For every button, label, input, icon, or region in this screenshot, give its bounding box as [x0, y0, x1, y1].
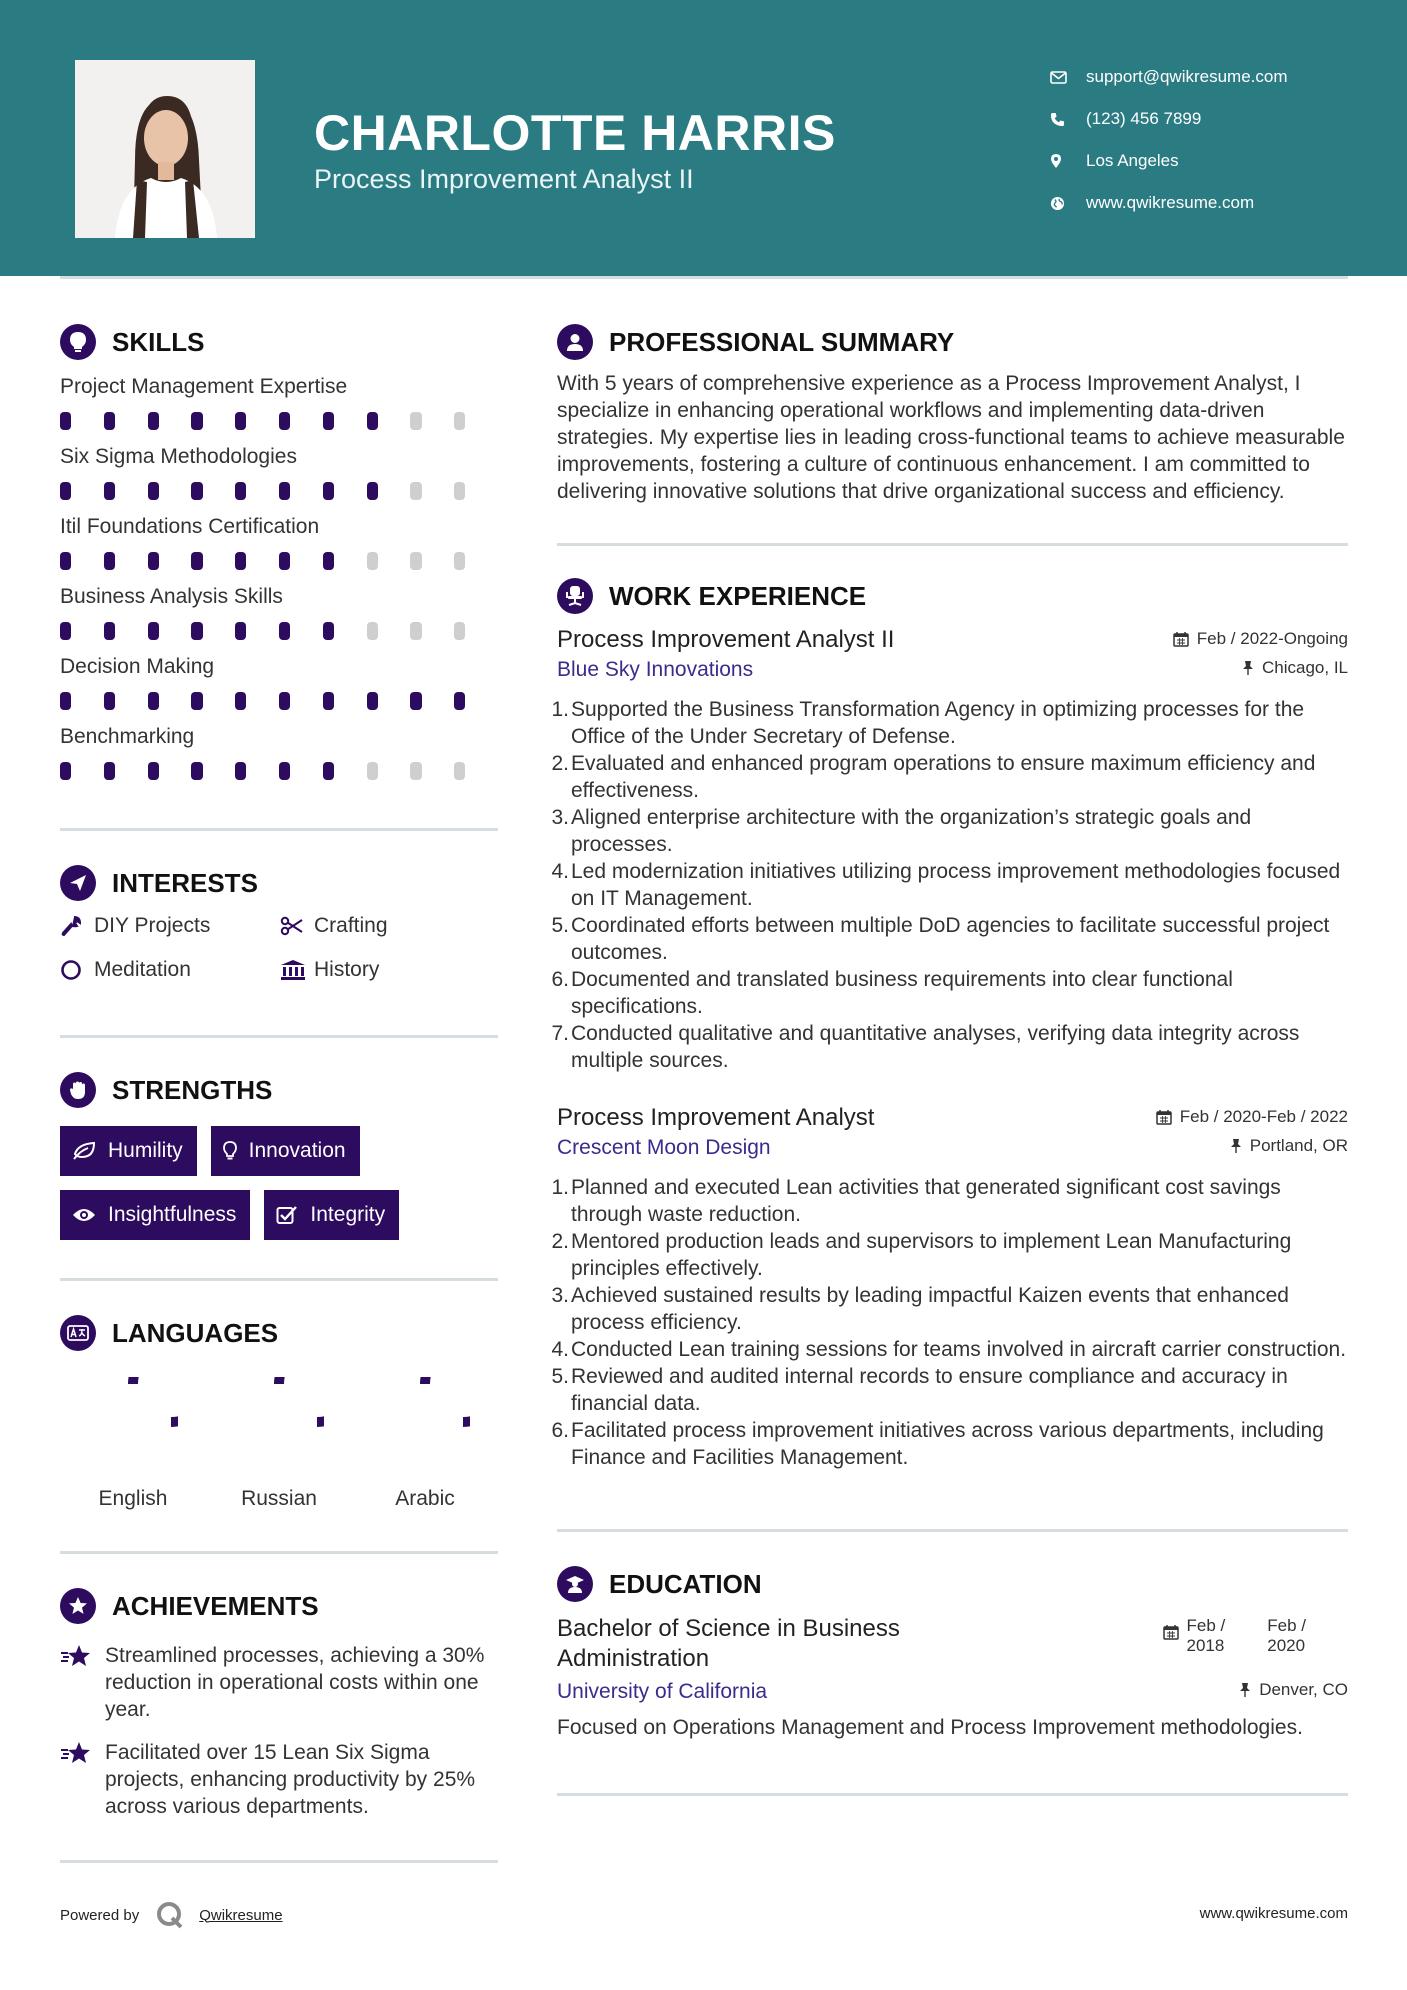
rating-dot-empty — [367, 552, 378, 570]
list-text: Coordinated efforts between multiple DoD agencies to facilitate successful project outcomes. — [571, 914, 1330, 964]
list-item — [551, 1020, 1348, 1074]
job-entry — [551, 626, 1348, 1074]
education-start-date — [1187, 1616, 1226, 1656]
list-number: 6. — [551, 968, 569, 991]
list-item — [551, 1228, 1348, 1282]
profile-photo — [75, 60, 255, 238]
language-ring — [88, 1377, 178, 1467]
strength-label: Innovation — [248, 1139, 346, 1162]
leaf-icon — [72, 1141, 96, 1161]
contact-website-text: www.qwikresume.com — [1086, 193, 1255, 212]
job-header-row — [557, 1104, 1348, 1132]
summary-title: PROFESSIONAL SUMMARY — [609, 326, 955, 357]
skill-rating — [60, 412, 498, 434]
list-text: Achieved sustained results by leading impactful Kaizen events that enhanced process efficiency. — [571, 1284, 1289, 1334]
language-item — [352, 1377, 498, 1511]
contact-phone-text: (123) 456 7899 — [1086, 109, 1202, 128]
contact-list — [1050, 56, 1288, 224]
language-icon — [60, 1315, 96, 1351]
rating-dot-empty — [454, 762, 465, 780]
rating-dot-filled — [323, 692, 334, 710]
list-text: Conducted Lean training sessions for teams involved in aircraft carrier construction. — [571, 1338, 1347, 1361]
paper-plane-icon — [60, 865, 96, 901]
section-divider — [557, 1793, 1348, 1796]
user-icon — [557, 324, 593, 360]
skill-item — [60, 652, 498, 714]
rating-dot-filled — [191, 412, 202, 430]
qwikresume-logo-icon — [155, 1900, 185, 1930]
language-level-arc — [133, 1377, 178, 1422]
interest-label: History — [314, 958, 380, 981]
rating-dot-filled — [410, 692, 421, 710]
skill-name: Project Management Expertise — [60, 375, 348, 398]
rating-dot-filled — [148, 762, 159, 780]
graduate-icon — [557, 1566, 593, 1602]
languages-list — [60, 1377, 498, 1511]
rating-dot-empty — [410, 482, 421, 500]
strength-tag — [264, 1190, 399, 1240]
list-item — [551, 1174, 1348, 1228]
rating-dot-empty — [367, 622, 378, 640]
skill-item — [60, 582, 498, 644]
language-name: Russian — [241, 1487, 317, 1510]
job-responsibilities — [551, 1174, 1348, 1471]
rating-dot-filled — [323, 412, 334, 430]
rating-dot-empty — [454, 482, 465, 500]
list-text: Facilitated process improvement initiatives across various departments, including Finance and Facilities Management. — [571, 1419, 1324, 1469]
list-text: Planned and executed Lean activities that generated significant cost savings through waste reduction. — [571, 1176, 1281, 1226]
experience-title: WORK EXPERIENCE — [609, 580, 867, 611]
scissors-icon — [280, 916, 314, 936]
rating-dot-filled — [367, 482, 378, 500]
date-part: 2020 — [1267, 1636, 1306, 1655]
office-chair-icon — [557, 578, 593, 614]
checkbox-icon — [276, 1205, 298, 1225]
section-divider — [60, 1035, 498, 1038]
globe-icon — [1050, 196, 1086, 211]
achievement-text: Facilitated over 15 Lean Six Sigma projects, enhancing productivity by 25% across various departments. — [105, 1741, 476, 1818]
section-divider — [60, 1278, 498, 1281]
company-name: Blue Sky Innovations — [557, 658, 754, 681]
list-number: 1. — [551, 698, 569, 721]
skill-rating — [60, 552, 498, 574]
rating-dot-filled — [104, 412, 115, 430]
list-item — [551, 1417, 1348, 1471]
experience-heading — [557, 574, 1348, 618]
skill-rating — [60, 622, 498, 644]
contact-location — [1050, 140, 1288, 182]
skill-item — [60, 722, 498, 784]
achievements-list — [60, 1642, 498, 1820]
rating-dot-filled — [367, 412, 378, 430]
language-item — [60, 1377, 206, 1511]
rating-dot-filled — [60, 762, 71, 780]
pushpin-icon — [1230, 1138, 1242, 1154]
rating-dot-filled — [235, 692, 246, 710]
job-title: Process Improvement Analyst II — [557, 626, 895, 653]
education-heading — [557, 1562, 1348, 1606]
list-text: Conducted qualitative and quantitative analyses, verifying data integrity across multiple sources. — [571, 1022, 1300, 1072]
rating-dot-filled — [235, 622, 246, 640]
company-name: Crescent Moon Design — [557, 1136, 771, 1159]
envelope-icon — [1050, 71, 1086, 84]
interest-label: Crafting — [314, 914, 388, 937]
list-text: Mentored production leads and supervisors to implement Lean Manufacturing principles effectively. — [571, 1230, 1292, 1280]
skills-list — [60, 372, 498, 784]
rating-dot-filled — [191, 552, 202, 570]
list-number: 2. — [551, 752, 569, 775]
job-company-row — [557, 658, 1348, 682]
job-date — [1156, 1107, 1348, 1127]
list-item — [551, 696, 1348, 750]
education-school-row — [557, 1680, 1348, 1704]
calendar-icon — [1163, 1616, 1179, 1656]
degree-line: Administration — [557, 1645, 710, 1672]
strengths-list — [60, 1126, 498, 1240]
list-text: Led modernization initiatives utilizing process improvement methodologies focused on IT Management. — [571, 860, 1341, 910]
footer-powered-by — [60, 1900, 283, 1930]
list-number: 3. — [551, 806, 569, 829]
rating-dot-filled — [279, 692, 290, 710]
rating-dot-filled — [279, 552, 290, 570]
skill-name: Business Analysis Skills — [60, 585, 283, 608]
education-title: EDUCATION — [609, 1568, 762, 1599]
strength-tag — [60, 1126, 197, 1176]
list-text: Documented and translated business requirements into clear functional specifications. — [571, 968, 1233, 1018]
education-description: Focused on Operations Management and Process Improvement methodologies. — [557, 1716, 1303, 1739]
rating-dot-filled — [148, 552, 159, 570]
rating-dot-filled — [60, 692, 71, 710]
rating-dot-filled — [148, 412, 159, 430]
job-location — [1242, 658, 1348, 678]
list-text: Evaluated and enhanced program operations to ensure maximum efficiency and effectiveness. — [571, 752, 1316, 802]
language-item — [206, 1377, 352, 1511]
education-location-text: Denver, CO — [1259, 1680, 1348, 1699]
section-divider — [60, 1551, 498, 1554]
list-item — [551, 912, 1348, 966]
rating-dot-filled — [235, 412, 246, 430]
rating-dot-filled — [323, 552, 334, 570]
list-item — [551, 966, 1348, 1020]
right-column — [551, 320, 1348, 1796]
rating-dot-filled — [60, 552, 71, 570]
rating-dot-filled — [191, 762, 202, 780]
list-number: 7. — [551, 1022, 569, 1045]
job-responsibilities — [551, 696, 1348, 1074]
job-location-text: Portland, OR — [1249, 1136, 1348, 1155]
rating-dot-filled — [279, 762, 290, 780]
rating-dot-empty — [410, 762, 421, 780]
list-item — [551, 1282, 1348, 1336]
rating-dot-empty — [454, 552, 465, 570]
rating-dot-filled — [104, 622, 115, 640]
rating-dot-empty — [410, 552, 421, 570]
list-item — [551, 750, 1348, 804]
list-number: 1. — [551, 1176, 569, 1199]
education-entry — [557, 1614, 1348, 1741]
skill-name: Six Sigma Methodologies — [60, 445, 297, 468]
job-date-text: Feb / 2022-Ongoing — [1196, 629, 1348, 648]
language-level-arc — [425, 1377, 470, 1422]
skills-heading — [60, 320, 498, 364]
list-item — [551, 1363, 1348, 1417]
language-level-arc — [279, 1377, 324, 1422]
strength-label: Humility — [108, 1139, 183, 1162]
achievements-heading — [60, 1584, 498, 1628]
strength-tag — [211, 1126, 360, 1176]
resume-header — [0, 0, 1407, 276]
school-name: University of California — [557, 1680, 768, 1703]
strength-label: Insightfulness — [108, 1203, 237, 1226]
rating-dot-filled — [104, 692, 115, 710]
list-number: 6. — [551, 1419, 569, 1442]
interest-item — [60, 911, 280, 941]
job-header-row — [557, 626, 1348, 654]
job-date — [1173, 629, 1348, 649]
job-location — [1230, 1136, 1348, 1156]
list-number: 5. — [551, 1365, 569, 1388]
rating-dot-filled — [60, 622, 71, 640]
rating-dot-filled — [279, 482, 290, 500]
languages-heading — [60, 1311, 498, 1355]
rating-dot-filled — [367, 692, 378, 710]
skill-item — [60, 442, 498, 504]
list-text: Supported the Business Transformation Agency in optimizing processes for the Office of the Under Secretary of Defense. — [571, 698, 1305, 748]
calendar-icon — [1173, 631, 1189, 647]
rating-dot-empty — [367, 762, 378, 780]
section-divider — [557, 543, 1348, 546]
rating-dot-filled — [323, 482, 334, 500]
date-part: Feb / — [1186, 1616, 1226, 1635]
interest-item — [280, 911, 480, 941]
lightbulb-icon — [223, 1141, 237, 1161]
rating-dot-filled — [235, 552, 246, 570]
skill-item — [60, 372, 498, 434]
skill-name: Benchmarking — [60, 725, 195, 748]
interests-heading — [60, 861, 498, 905]
section-divider — [60, 828, 498, 831]
rating-dot-filled — [191, 482, 202, 500]
job-entry — [551, 1104, 1348, 1471]
skill-name: Decision Making — [60, 655, 215, 678]
achievement-item — [60, 1739, 498, 1820]
skill-name: Itil Foundations Certification — [60, 515, 320, 538]
rating-dot-empty — [454, 412, 465, 430]
section-divider — [557, 1529, 1348, 1532]
wrench-icon — [60, 915, 94, 937]
education-location — [1239, 1680, 1348, 1700]
language-ring — [380, 1377, 470, 1467]
language-name: Arabic — [395, 1487, 455, 1510]
language-ring — [234, 1377, 324, 1467]
skills-title: SKILLS — [112, 326, 205, 357]
summary-text: With 5 years of comprehensive experience as a Process Improvement Analyst, I specialize in enhancing operational workflows and implementing data-driven strategies. My expertise lies in leading cross-functional teams to achieve measurable improvements, fostering a culture of continuous enhancement. I am committed to delivering innovative solutions that drive organizational success and efficiency. — [557, 372, 1345, 503]
rating-dot-filled — [148, 482, 159, 500]
left-column — [60, 320, 498, 1863]
lightbulb-icon — [60, 324, 96, 360]
star-badge-icon — [60, 1588, 96, 1624]
list-item — [551, 1336, 1348, 1363]
contact-email-text: support@qwikresume.com — [1086, 67, 1288, 86]
rating-dot-filled — [454, 692, 465, 710]
job-title: Process Improvement Analyst — [557, 1104, 875, 1131]
rating-dot-filled — [60, 412, 71, 430]
interests-title: INTERESTS — [112, 867, 258, 898]
rating-dot-filled — [104, 552, 115, 570]
list-text: Reviewed and audited internal records to ensure compliance and accuracy in financial data. — [571, 1365, 1288, 1415]
contact-email[interactable] — [1050, 56, 1288, 98]
rating-dot-filled — [60, 482, 71, 500]
job-company-row — [557, 1136, 1348, 1160]
contact-phone[interactable] — [1050, 98, 1288, 140]
section-divider — [60, 1860, 498, 1863]
list-number: 4. — [551, 1338, 569, 1361]
date-part: Feb / — [1267, 1616, 1306, 1635]
pushpin-icon — [1242, 660, 1254, 676]
summary-heading — [557, 320, 1348, 364]
skill-item — [60, 512, 498, 574]
list-number: 3. — [551, 1284, 569, 1307]
rating-dot-empty — [410, 412, 421, 430]
rating-dot-filled — [191, 692, 202, 710]
list-text: Aligned enterprise architecture with the organization’s strategic goals and processes. — [571, 806, 1252, 856]
date-part: 2018 — [1186, 1636, 1225, 1655]
job-location-text: Chicago, IL — [1262, 658, 1348, 677]
list-item — [551, 858, 1348, 912]
list-number: 4. — [551, 860, 569, 883]
interest-item — [60, 955, 280, 985]
strength-tag — [60, 1190, 250, 1240]
rating-dot-filled — [323, 762, 334, 780]
pushpin-icon — [1239, 1682, 1251, 1698]
achievements-title: ACHIEVEMENTS — [112, 1590, 319, 1621]
interest-label: DIY Projects — [94, 914, 211, 937]
rating-dot-filled — [235, 482, 246, 500]
achievement-item — [60, 1642, 498, 1723]
education-dates — [1163, 1616, 1307, 1656]
phone-icon — [1050, 112, 1086, 127]
list-number: 2. — [551, 1230, 569, 1253]
rating-dot-filled — [235, 762, 246, 780]
star-icon — [60, 1739, 105, 1820]
list-item — [551, 804, 1348, 858]
rating-dot-filled — [191, 622, 202, 640]
strengths-title: STRENGTHS — [112, 1074, 273, 1105]
circle-icon — [60, 959, 94, 981]
rating-dot-filled — [279, 412, 290, 430]
eye-icon — [72, 1207, 96, 1223]
interest-label: Meditation — [94, 958, 191, 981]
strengths-heading — [60, 1068, 498, 1112]
hand-icon — [60, 1072, 96, 1108]
candidate-title: Process Improvement Analyst II — [314, 164, 694, 194]
rating-dot-filled — [104, 482, 115, 500]
calendar-icon — [1156, 1109, 1172, 1125]
education-end-date — [1267, 1616, 1306, 1656]
languages-title: LANGUAGES — [112, 1317, 279, 1348]
location-pin-icon — [1050, 153, 1086, 169]
candidate-name: CHARLOTTE HARRIS — [314, 105, 836, 161]
rating-dot-filled — [323, 622, 334, 640]
skill-rating — [60, 482, 498, 504]
job-date-text: Feb / 2020-Feb / 2022 — [1179, 1107, 1348, 1126]
museum-icon — [280, 959, 314, 981]
contact-website[interactable] — [1050, 182, 1288, 224]
degree-line: Bachelor of Science in Business — [557, 1615, 900, 1642]
achievement-text: Streamlined processes, achieving a 30% reduction in operational costs within one year. — [105, 1644, 485, 1721]
list-number: 5. — [551, 914, 569, 937]
rating-dot-empty — [410, 622, 421, 640]
qwikresume-link[interactable]: Qwikresume — [199, 1906, 283, 1924]
language-name: English — [98, 1487, 168, 1510]
rating-dot-filled — [104, 762, 115, 780]
footer-url[interactable]: www.qwikresume.com — [1199, 1905, 1348, 1922]
interest-item — [280, 955, 480, 985]
interests-list — [60, 911, 498, 985]
rating-dot-filled — [279, 622, 290, 640]
skill-rating — [60, 762, 498, 784]
star-icon — [60, 1642, 105, 1723]
rating-dot-filled — [148, 622, 159, 640]
skill-rating — [60, 692, 498, 714]
rating-dot-empty — [454, 622, 465, 640]
header-divider — [60, 276, 1348, 279]
contact-location-text: Los Angeles — [1086, 151, 1179, 170]
rating-dot-filled — [148, 692, 159, 710]
powered-by-label: Powered by — [60, 1906, 140, 1924]
strength-label: Integrity — [310, 1203, 386, 1226]
